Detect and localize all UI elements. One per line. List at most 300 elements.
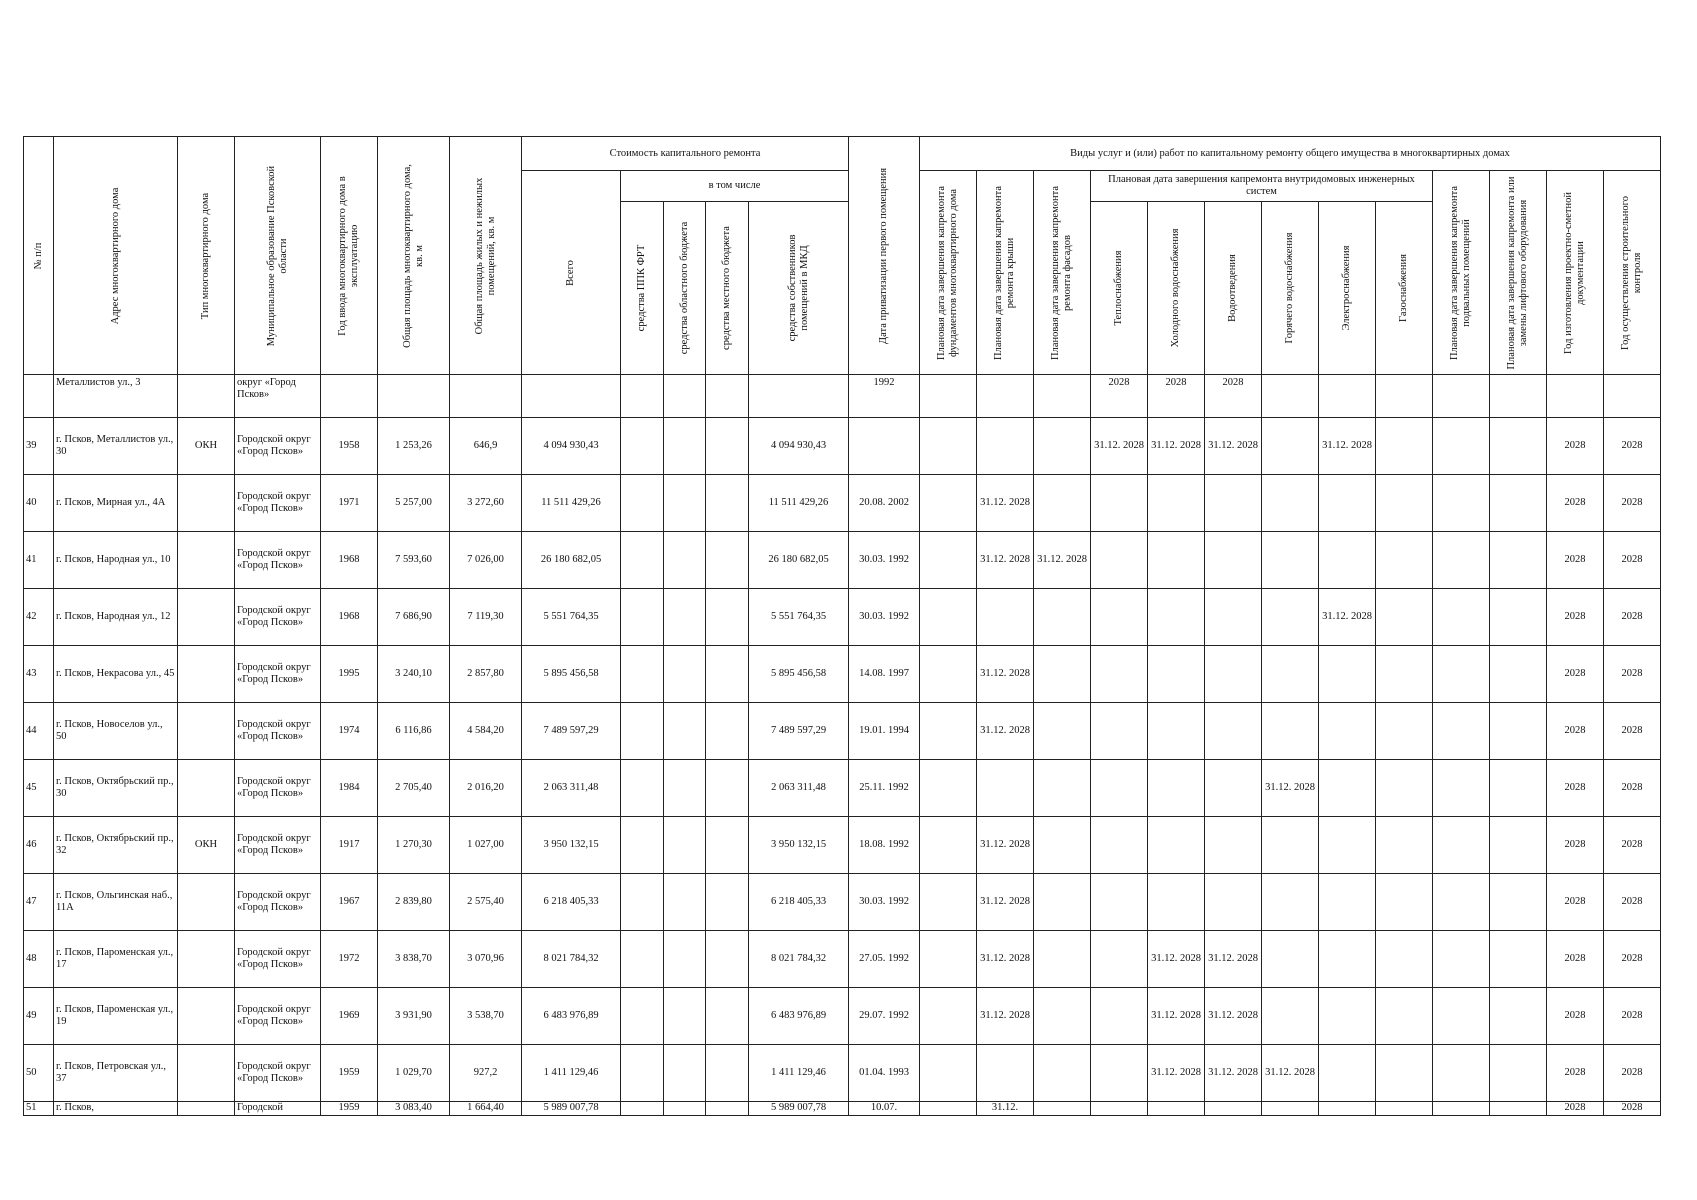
cell-privatization: 30.03. 1992 <box>849 589 920 646</box>
cell-living-area: 2 857,80 <box>450 646 522 703</box>
cell-heat <box>1091 1045 1148 1102</box>
cell-heat <box>1091 874 1148 931</box>
cell-privatization: 27.05. 1992 <box>849 931 920 988</box>
cell-design-docs: 2028 <box>1547 418 1604 475</box>
cell-living-area: 1 664,40 <box>450 1102 522 1116</box>
cell-sewer <box>1205 532 1262 589</box>
cell-year: 1917 <box>321 817 378 874</box>
cell-type: ОКН <box>178 418 235 475</box>
cell-cold-water <box>1148 1102 1205 1116</box>
cell-num: 43 <box>24 646 54 703</box>
cell-design-docs: 2028 <box>1547 1045 1604 1102</box>
cell-regional <box>664 817 706 874</box>
cell-gas <box>1376 874 1433 931</box>
cell-local <box>706 375 749 418</box>
cell-basement <box>1433 1045 1490 1102</box>
cell-type <box>178 532 235 589</box>
cell-total: 6 483 976,89 <box>522 988 621 1045</box>
cell-ppk <box>621 475 664 532</box>
cell-facade <box>1034 1045 1091 1102</box>
cell-facade <box>1034 874 1091 931</box>
cell-hot-water <box>1262 532 1319 589</box>
cell-privatization: 25.11. 1992 <box>849 760 920 817</box>
cell-municipality: Городской округ «Город Псков» <box>235 931 321 988</box>
cell-ppk <box>621 418 664 475</box>
cell-total: 11 511 429,26 <box>522 475 621 532</box>
cell-electric: 31.12. 2028 <box>1319 418 1376 475</box>
cell-foundation <box>920 874 977 931</box>
cell-facade <box>1034 646 1091 703</box>
cell-living-area: 3 272,60 <box>450 475 522 532</box>
cell-design-docs: 2028 <box>1547 703 1604 760</box>
cell-local <box>706 817 749 874</box>
cell-total-area: 1 253,26 <box>378 418 450 475</box>
cell-heat <box>1091 931 1148 988</box>
cell-owners: 6 483 976,89 <box>749 988 849 1045</box>
cell-local <box>706 988 749 1045</box>
cell-total-area: 3 083,40 <box>378 1102 450 1116</box>
cell-local <box>706 646 749 703</box>
cell-heat <box>1091 817 1148 874</box>
cell-owners: 7 489 597,29 <box>749 703 849 760</box>
cell-heat <box>1091 475 1148 532</box>
cell-local <box>706 589 749 646</box>
cell-elevator <box>1490 1045 1547 1102</box>
cell-municipality: Городской <box>235 1102 321 1116</box>
cell-gas <box>1376 375 1433 418</box>
cell-gas <box>1376 475 1433 532</box>
cell-gas <box>1376 1045 1433 1102</box>
cell-gas <box>1376 646 1433 703</box>
cell-cold-water <box>1148 760 1205 817</box>
cell-roof <box>977 418 1034 475</box>
cell-privatization: 10.07. <box>849 1102 920 1116</box>
cell-num: 51 <box>24 1102 54 1116</box>
cell-type <box>178 475 235 532</box>
cell-basement <box>1433 532 1490 589</box>
cell-supervision: 2028 <box>1604 1045 1661 1102</box>
cell-electric <box>1319 931 1376 988</box>
table-row <box>24 874 1661 931</box>
cell-electric <box>1319 817 1376 874</box>
cell-total: 26 180 682,05 <box>522 532 621 589</box>
cell-regional <box>664 988 706 1045</box>
cell-regional <box>664 646 706 703</box>
cell-num: 45 <box>24 760 54 817</box>
cell-elevator <box>1490 375 1547 418</box>
cell-basement <box>1433 375 1490 418</box>
table-row <box>24 418 1661 475</box>
cell-ppk <box>621 760 664 817</box>
cell-total-area: 3 838,70 <box>378 931 450 988</box>
table-row <box>24 1045 1661 1102</box>
cell-year: 1968 <box>321 589 378 646</box>
cell-address: г. Псков, Октябрьский пр., 30 <box>54 760 178 817</box>
cell-hot-water <box>1262 475 1319 532</box>
cell-roof <box>977 589 1034 646</box>
cell-privatization: 18.08. 1992 <box>849 817 920 874</box>
cell-electric: 31.12. 2028 <box>1319 589 1376 646</box>
cell-num: 44 <box>24 703 54 760</box>
cell-supervision: 2028 <box>1604 1102 1661 1116</box>
header-living-area: Общая площадь жилых и нежилых помещений, кв. м <box>450 137 522 375</box>
cell-basement <box>1433 646 1490 703</box>
cell-owners: 11 511 429,26 <box>749 475 849 532</box>
cell-local <box>706 532 749 589</box>
cell-regional <box>664 1045 706 1102</box>
cell-sewer: 31.12. 2028 <box>1205 1045 1262 1102</box>
cell-design-docs: 2028 <box>1547 646 1604 703</box>
cell-supervision: 2028 <box>1604 589 1661 646</box>
table-body <box>24 375 1661 1116</box>
cell-supervision <box>1604 375 1661 418</box>
cell-sewer <box>1205 874 1262 931</box>
cell-year: 1974 <box>321 703 378 760</box>
cell-num: 39 <box>24 418 54 475</box>
cell-num: 41 <box>24 532 54 589</box>
cell-supervision: 2028 <box>1604 703 1661 760</box>
cell-ppk <box>621 703 664 760</box>
cell-year: 1959 <box>321 1102 378 1116</box>
cell-basement <box>1433 703 1490 760</box>
cell-design-docs <box>1547 375 1604 418</box>
cell-hot-water <box>1262 1102 1319 1116</box>
cell-heat <box>1091 760 1148 817</box>
cell-cold-water: 31.12. 2028 <box>1148 988 1205 1045</box>
cell-local <box>706 475 749 532</box>
cell-type <box>178 375 235 418</box>
header-type: Тип многоквартирного дома <box>178 137 235 375</box>
cell-basement <box>1433 760 1490 817</box>
cell-year: 1969 <box>321 988 378 1045</box>
cell-electric <box>1319 1102 1376 1116</box>
cell-year <box>321 375 378 418</box>
cell-electric <box>1319 760 1376 817</box>
cell-total: 6 218 405,33 <box>522 874 621 931</box>
cell-supervision: 2028 <box>1604 760 1661 817</box>
cell-regional <box>664 703 706 760</box>
cell-gas <box>1376 418 1433 475</box>
cell-foundation <box>920 1102 977 1116</box>
capital-repair-table <box>23 136 1661 1116</box>
cell-municipality: Городской округ «Город Псков» <box>235 874 321 931</box>
header-address: Адрес многоквартирного дома <box>54 137 178 375</box>
header-num: № п/п <box>24 137 54 375</box>
cell-num: 49 <box>24 988 54 1045</box>
header-facade: Плановая дата завершения капремонта ремонта фасадов <box>1034 171 1091 375</box>
cell-privatization: 20.08. 2002 <box>849 475 920 532</box>
cell-elevator <box>1490 418 1547 475</box>
cell-living-area: 1 027,00 <box>450 817 522 874</box>
cell-foundation <box>920 1045 977 1102</box>
cell-type <box>178 931 235 988</box>
cell-address: г. Псков, Ольгинская наб., 11А <box>54 874 178 931</box>
cell-type <box>178 988 235 1045</box>
cell-elevator <box>1490 931 1547 988</box>
cell-supervision: 2028 <box>1604 931 1661 988</box>
cell-foundation <box>920 418 977 475</box>
cell-hot-water: 31.12. 2028 <box>1262 760 1319 817</box>
cell-supervision: 2028 <box>1604 418 1661 475</box>
table-row <box>24 817 1661 874</box>
cell-heat <box>1091 646 1148 703</box>
cell-roof: 31.12. 2028 <box>977 931 1034 988</box>
cell-sewer <box>1205 475 1262 532</box>
cell-facade <box>1034 1102 1091 1116</box>
table-row <box>24 931 1661 988</box>
cell-local <box>706 874 749 931</box>
cell-total: 7 489 597,29 <box>522 703 621 760</box>
cell-year: 1959 <box>321 1045 378 1102</box>
cell-foundation <box>920 646 977 703</box>
cell-type: ОКН <box>178 817 235 874</box>
cell-total: 8 021 784,32 <box>522 931 621 988</box>
cell-total-area: 7 686,90 <box>378 589 450 646</box>
cell-design-docs: 2028 <box>1547 475 1604 532</box>
cell-roof: 31.12. 2028 <box>977 646 1034 703</box>
cell-municipality: Городской округ «Город Псков» <box>235 589 321 646</box>
cell-cold-water <box>1148 874 1205 931</box>
cell-municipality: Городской округ «Город Псков» <box>235 532 321 589</box>
cell-facade <box>1034 817 1091 874</box>
cell-total: 3 950 132,15 <box>522 817 621 874</box>
cell-roof: 31.12. 2028 <box>977 874 1034 931</box>
cell-heat <box>1091 1102 1148 1116</box>
header-total-area: Общая площадь многоквартирного дома, кв. м <box>378 137 450 375</box>
cell-num: 46 <box>24 817 54 874</box>
cell-year: 1967 <box>321 874 378 931</box>
cell-design-docs: 2028 <box>1547 931 1604 988</box>
table-header <box>24 137 1661 375</box>
cell-year: 1958 <box>321 418 378 475</box>
header-systems-group: Плановая дата завершения капремонта внутридомовых инженерных систем <box>1091 171 1433 202</box>
cell-address: г. Псков, Октябрьский пр., 32 <box>54 817 178 874</box>
cell-privatization: 01.04. 1993 <box>849 1045 920 1102</box>
cell-basement <box>1433 931 1490 988</box>
cell-cold-water <box>1148 703 1205 760</box>
cell-owners <box>749 375 849 418</box>
cell-address: г. Псков, Пароменская ул., 19 <box>54 988 178 1045</box>
cell-sewer <box>1205 703 1262 760</box>
cell-address: г. Псков, Мирная ул., 4А <box>54 475 178 532</box>
cell-total-area: 5 257,00 <box>378 475 450 532</box>
cell-cold-water <box>1148 646 1205 703</box>
header-basement: Плановая дата завершения капремонта подвальных помещений <box>1433 171 1490 375</box>
cell-basement <box>1433 1102 1490 1116</box>
cell-elevator <box>1490 988 1547 1045</box>
cell-basement <box>1433 874 1490 931</box>
capital-repair-table-sheet <box>23 136 1661 1116</box>
cell-hot-water <box>1262 874 1319 931</box>
cell-owners: 26 180 682,05 <box>749 532 849 589</box>
cell-municipality: Городской округ «Город Псков» <box>235 646 321 703</box>
cell-privatization <box>849 418 920 475</box>
cell-electric <box>1319 874 1376 931</box>
cell-basement <box>1433 475 1490 532</box>
cell-design-docs: 2028 <box>1547 988 1604 1045</box>
cell-address: г. Псков, Новоселов ул., 50 <box>54 703 178 760</box>
cell-elevator <box>1490 646 1547 703</box>
cell-address: г. Псков, Петровская ул., 37 <box>54 1045 178 1102</box>
cell-basement <box>1433 589 1490 646</box>
cell-regional <box>664 375 706 418</box>
cell-facade <box>1034 418 1091 475</box>
cell-privatization: 30.03. 1992 <box>849 874 920 931</box>
cell-municipality: Городской округ «Город Псков» <box>235 475 321 532</box>
cell-elevator <box>1490 532 1547 589</box>
cell-roof: 31.12. 2028 <box>977 817 1034 874</box>
cell-elevator <box>1490 760 1547 817</box>
cell-hot-water: 31.12. 2028 <box>1262 1045 1319 1102</box>
table-row <box>24 589 1661 646</box>
cell-regional <box>664 475 706 532</box>
cell-owners: 5 551 764,35 <box>749 589 849 646</box>
cell-hot-water <box>1262 589 1319 646</box>
table-row <box>24 375 1661 418</box>
cell-elevator <box>1490 1102 1547 1116</box>
cell-address: Металлистов ул., 3 <box>54 375 178 418</box>
cell-total-area: 3 240,10 <box>378 646 450 703</box>
table-row <box>24 475 1661 532</box>
cell-foundation <box>920 532 977 589</box>
header-gas: Газоснабжения <box>1376 202 1433 375</box>
header-foundation: Плановая дата завершения капремонта фундаментов многоквартирного дома <box>920 171 977 375</box>
cell-municipality: округ «Город Псков» <box>235 375 321 418</box>
cell-num: 50 <box>24 1045 54 1102</box>
cell-type <box>178 703 235 760</box>
cell-total-area: 3 931,90 <box>378 988 450 1045</box>
cell-privatization: 1992 <box>849 375 920 418</box>
cell-sewer <box>1205 817 1262 874</box>
cell-design-docs: 2028 <box>1547 532 1604 589</box>
cell-electric <box>1319 703 1376 760</box>
cell-elevator <box>1490 874 1547 931</box>
cell-living-area: 7 119,30 <box>450 589 522 646</box>
cell-roof: 31.12. 2028 <box>977 475 1034 532</box>
cell-owners: 8 021 784,32 <box>749 931 849 988</box>
cell-design-docs: 2028 <box>1547 874 1604 931</box>
header-ppk: средства ППК ФРТ <box>621 202 664 375</box>
cell-roof: 31.12. 2028 <box>977 532 1034 589</box>
header-municipality: Муниципальное образование Псковской области <box>235 137 321 375</box>
cell-design-docs: 2028 <box>1547 589 1604 646</box>
cell-type <box>178 1045 235 1102</box>
cell-electric <box>1319 1045 1376 1102</box>
cell-foundation <box>920 760 977 817</box>
header-cost-group: Стоимость капитального ремонта <box>522 137 849 171</box>
cell-total: 5 551 764,35 <box>522 589 621 646</box>
cell-local <box>706 931 749 988</box>
cell-hot-water <box>1262 817 1319 874</box>
table-row <box>24 532 1661 589</box>
cell-supervision: 2028 <box>1604 532 1661 589</box>
cell-type <box>178 874 235 931</box>
cell-sewer: 2028 <box>1205 375 1262 418</box>
cell-supervision: 2028 <box>1604 988 1661 1045</box>
cell-municipality: Городской округ «Город Псков» <box>235 817 321 874</box>
cell-ppk <box>621 931 664 988</box>
header-design-docs: Год изготовления проектно-сметной документации <box>1547 171 1604 375</box>
header-owners: средства собственников помещений в МКД <box>749 202 849 375</box>
cell-privatization: 30.03. 1992 <box>849 532 920 589</box>
cell-privatization: 29.07. 1992 <box>849 988 920 1045</box>
cell-roof: 31.12. <box>977 1102 1034 1116</box>
cell-ppk <box>621 532 664 589</box>
cell-municipality: Городской округ «Город Псков» <box>235 418 321 475</box>
cell-basement <box>1433 817 1490 874</box>
cell-regional <box>664 589 706 646</box>
cell-type <box>178 760 235 817</box>
cell-total-area: 2 705,40 <box>378 760 450 817</box>
cell-local <box>706 1045 749 1102</box>
header-regional: средства областного бюджета <box>664 202 706 375</box>
cell-cold-water <box>1148 817 1205 874</box>
cell-local <box>706 703 749 760</box>
cell-owners: 3 950 132,15 <box>749 817 849 874</box>
cell-supervision: 2028 <box>1604 646 1661 703</box>
cell-gas <box>1376 760 1433 817</box>
cell-hot-water <box>1262 988 1319 1045</box>
header-year: Год ввода многоквартирного дома в эксплуатацию <box>321 137 378 375</box>
cell-foundation <box>920 375 977 418</box>
header-cold-water: Холодного водоснабжения <box>1148 202 1205 375</box>
cell-address: г. Псков, Металлистов ул., 30 <box>54 418 178 475</box>
cell-num: 47 <box>24 874 54 931</box>
cell-year: 1971 <box>321 475 378 532</box>
cell-hot-water <box>1262 418 1319 475</box>
cell-gas <box>1376 931 1433 988</box>
cell-regional <box>664 931 706 988</box>
cell-total: 4 094 930,43 <box>522 418 621 475</box>
cell-facade <box>1034 475 1091 532</box>
cell-foundation <box>920 988 977 1045</box>
cell-num: 42 <box>24 589 54 646</box>
cell-num <box>24 375 54 418</box>
cell-facade <box>1034 703 1091 760</box>
cell-supervision: 2028 <box>1604 874 1661 931</box>
cell-total: 5 895 456,58 <box>522 646 621 703</box>
cell-municipality: Городской округ «Город Псков» <box>235 988 321 1045</box>
cell-owners: 2 063 311,48 <box>749 760 849 817</box>
cell-design-docs: 2028 <box>1547 817 1604 874</box>
cell-living-area: 4 584,20 <box>450 703 522 760</box>
header-local: средства местного бюджета <box>706 202 749 375</box>
cell-living-area: 2 016,20 <box>450 760 522 817</box>
cell-sewer: 31.12. 2028 <box>1205 418 1262 475</box>
cell-type <box>178 1102 235 1116</box>
cell-ppk <box>621 817 664 874</box>
cell-cold-water <box>1148 589 1205 646</box>
cell-facade <box>1034 760 1091 817</box>
cell-foundation <box>920 589 977 646</box>
header-cost-total: Всего <box>522 171 621 375</box>
table-row <box>24 988 1661 1045</box>
cell-sewer: 31.12. 2028 <box>1205 988 1262 1045</box>
cell-type <box>178 589 235 646</box>
cell-owners: 1 411 129,46 <box>749 1045 849 1102</box>
cell-foundation <box>920 703 977 760</box>
cell-roof <box>977 375 1034 418</box>
header-privatization: Дата приватизации первого помещения <box>849 137 920 375</box>
cell-heat <box>1091 988 1148 1045</box>
cell-address: г. Псков, <box>54 1102 178 1116</box>
cell-hot-water <box>1262 931 1319 988</box>
cell-total: 5 989 007,78 <box>522 1102 621 1116</box>
cell-sewer <box>1205 646 1262 703</box>
cell-living-area: 3 538,70 <box>450 988 522 1045</box>
cell-address: г. Псков, Народная ул., 12 <box>54 589 178 646</box>
cell-electric <box>1319 646 1376 703</box>
